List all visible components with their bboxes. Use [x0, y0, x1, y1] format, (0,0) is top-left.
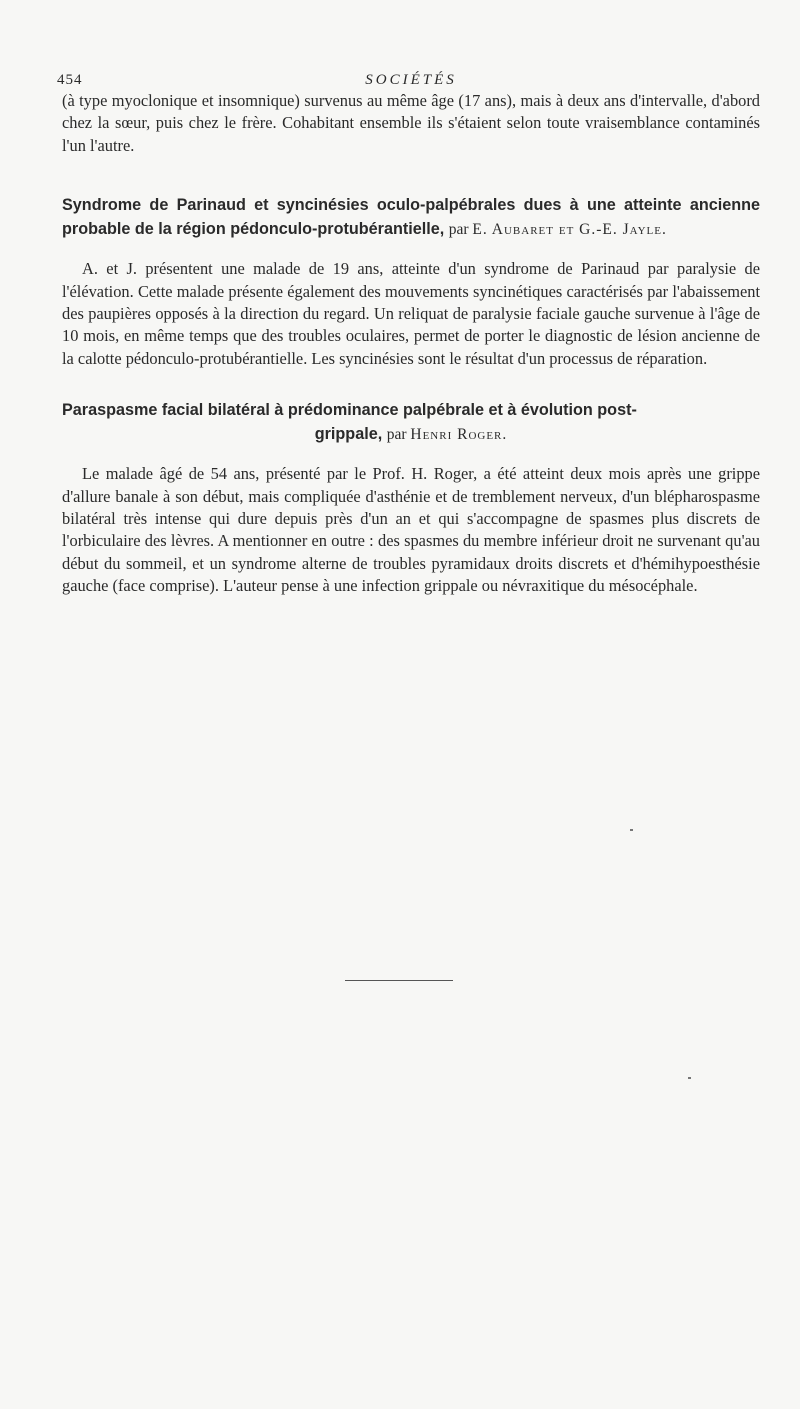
- section-2-heading: [62, 399, 760, 446]
- section-1-heading: [62, 194, 760, 241]
- section-2-title-line2: grippale,: [314, 424, 383, 443]
- page-number: 454: [57, 72, 83, 88]
- end-rule: [345, 980, 453, 981]
- continuation-paragraph: (à type myoclonique et insomnique) survenus au même âge (17 ans), mais à deux ans d'intervalle, d'abord chez la sœur, puis chez le frère. Cohabitant ensemble ils s'étaient selon toute vraisemblance contaminés l'un l'autre.: [62, 91, 760, 155]
- print-speck: [630, 829, 633, 831]
- running-head: [57, 60, 760, 90]
- section-1-byline: [449, 221, 667, 238]
- section-2-byline: [387, 426, 508, 443]
- print-speck: [688, 1077, 691, 1079]
- running-title: SOCIÉTÉS: [365, 72, 457, 88]
- section-2-authors: Henri Roger.: [410, 425, 508, 443]
- section-2-body: Le malade âgé de 54 ans, présenté par le Prof. H. Roger, a été atteint deux mois après une grippe d'allure banale à son début, mais compliquée d'asthénie et de tremblement nerveux, d'un blépharospasme bilatéral très intense qui dure depuis près d'un an et qui s'accompagne de spasmes plus discrets de l'orbiculaire des lèvres. A mentionner en outre : des spasmes du membre inférieur droit ne survenant qu'au début du sommeil, et un syndrome alterne de troubles pyramidaux droits discrets et d'hémihypoesthésie gauche (face comprise). L'auteur pense à une infection grippale ou névraxitique du mésocéphale.: [62, 464, 760, 596]
- section-2-title-line2-wrap: [62, 423, 760, 447]
- section-1-title: Syndrome de Parinaud et syncinésies oculo-palpébrales dues à une atteinte ancienne probable de la région pédonculo-protubérantielle,: [62, 196, 760, 238]
- section-2-title-line1: Paraspasme facial bilatéral à prédominance palpébrale et à évolution post-: [62, 401, 637, 420]
- document-page: [57, 60, 760, 598]
- section-2-byline-prefix: par: [386, 425, 407, 443]
- section-1-byline-prefix: par: [448, 220, 469, 238]
- section-1-authors: E. Aubaret et G.-E. Jayle.: [472, 220, 667, 238]
- section-1-body: A. et J. présentent une malade de 19 ans, atteinte d'un syndrome de Parinaud par paralysie de l'élévation. Cette malade présente également des mouvements syncinétiques caractérisés par l'abaissement des paupières opposés à la direction du regard. Un reliquat de paralysie faciale gauche survenue à l'âge de 10 mois, en même temps que des troubles oculaires, permet de porter le diagnostic de lésion ancienne de la calotte pédonculo-protubérantielle. Les syncinésies sont le résultat d'un processus de réparation.: [62, 259, 760, 368]
